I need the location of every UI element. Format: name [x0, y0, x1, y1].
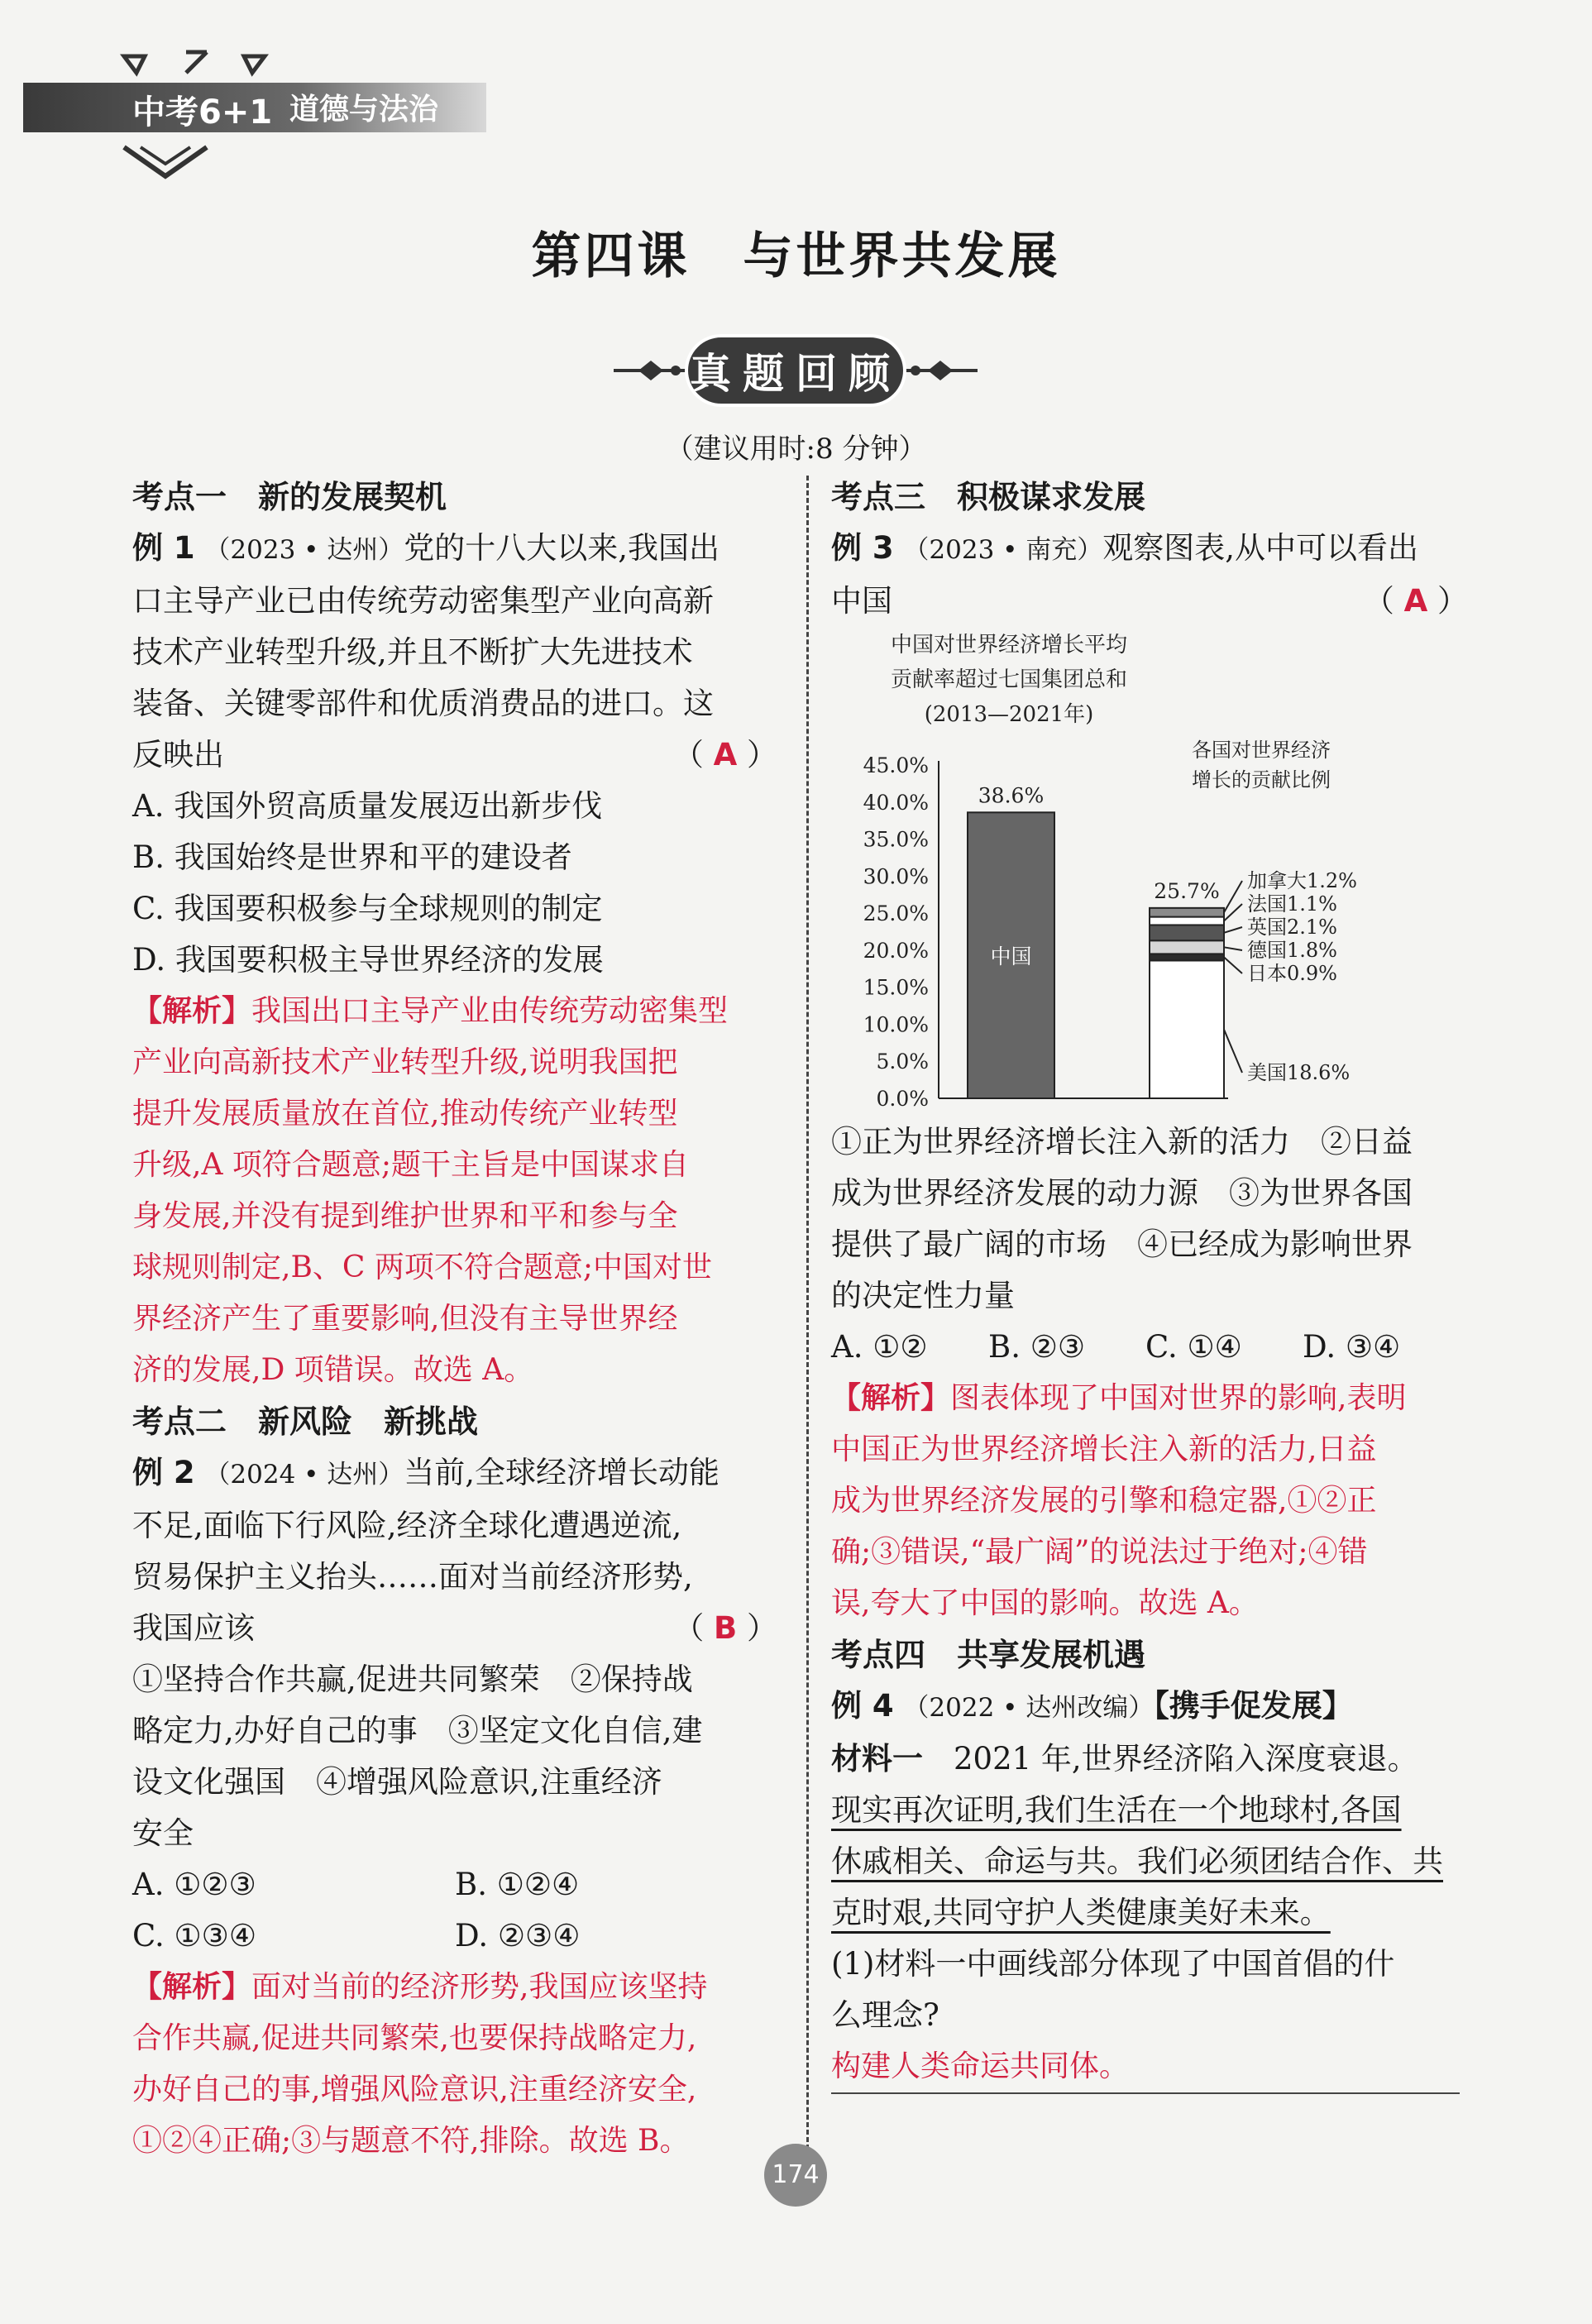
question-line: 不足,面临下行风险,经济全球化遭遇逆流, [132, 1508, 682, 1543]
option: B. ①②④ [455, 1867, 580, 1902]
g7-segment-label: 美国18.6% [1247, 1061, 1351, 1084]
analysis: 【解析】我国出口主导产业由传统劳动密集型 产业向高新技术产业转型升级,说明我国把 提升发展质量放在首位,推动传统产业转型 升级,A 项符合题意;题干主旨是中国谋求自 身发展,并没有提到维护世界和平和参与全 球规则制定,B、C 两项不符合题意;中国对世 界经济产生了重要影响,但没有主导世界经 济的发展,D 项错误。故选 A。 [132, 994, 729, 1387]
statement-line: 成为世界经济发展的动力源 ③为世界各国 [831, 1175, 1413, 1211]
bar-china-value: 38.6% [978, 783, 1045, 808]
question-line: 技术产业转型升级,并且不断扩大先进技术 [132, 634, 693, 670]
lesson-title: 第四课 与世界共发展 [531, 227, 1061, 285]
answer-bracket: （ A ） [672, 737, 777, 772]
option: C. ①③④ [132, 1918, 257, 1953]
option: D. ②③④ [455, 1918, 581, 1953]
option: B. ②③ [988, 1329, 1086, 1365]
question-line: 反映出 （ A ） [132, 729, 777, 781]
chart-title-line: (2013—2021年) [924, 702, 1094, 727]
right-column-lower: ①正为世界经济增长注入新的活力 ②日益 成为世界经济发展的动力源 ③为世界各国 提供了最广阔的市场 ④已经成为影响世界 的决定性力量 A. ①② B. ②③ C. ①④ D. ③④ 【解析】图表体现了中国对世界的影响,表明 中国正为世界经济增长注入新的活力,日益 成为世界经济发展的引擎和稳定器,①②正 确;③错误,“最广阔”的说法过于绝对;④错 误,夸大了中国的影响。故选 A。 考点四 共享发展机遇 例 4 （2022 • 达州改编）【携手促发展】 材料一 2021 年,世界经济陷入深度衰退。 现实再次证明,我们生活在一个地球村,各国 休戚相关、命运与共。我们必须团结合作、共 克时艰,共同守护人类健康美好未来。 (1)材料一中画线部分体现了中国首倡的什 么理念? 构建人类命运共同体。 [831, 1117, 1468, 2094]
material-underlined: 休戚相关、命运与共。我们必须团结合作、共 [831, 1843, 1443, 1879]
example-label: 例 2 [132, 1455, 195, 1490]
contribution-chart [831, 629, 1468, 1117]
answer-text: 构建人类命运共同体。 [831, 2041, 1460, 2094]
y-tick-label: 10.0% [863, 1012, 929, 1037]
chart-title-line: 贡献率超过七国集团总和 [890, 667, 1128, 692]
option: A. ①② [831, 1329, 928, 1365]
answer-letter: A [1403, 583, 1428, 619]
statement-line: ①坚持合作共赢,促进共同繁荣 ②保持战 [132, 1662, 693, 1697]
example-label: 例 4 [831, 1688, 894, 1724]
page-number: 174 [764, 2144, 827, 2207]
option: C. ①④ [1145, 1329, 1242, 1365]
section-heading-1: 考点一 新的发展契机 [132, 479, 447, 515]
bar-china-label: 中国 [990, 944, 1032, 969]
analysis-label: 【解析】 [132, 1970, 252, 2004]
statement-line: 安全 [132, 1815, 194, 1851]
analysis: 【解析】面对当前的经济形势,我国应该坚持 合作共赢,促进共同繁荣,也要保持战略定力, 办好自己的事,增强风险意识,注重经济安全, ①②④正确;③与题意不符,排除。故选 B。 [132, 1970, 708, 2158]
left-column [132, 471, 777, 2167]
y-tick-label: 15.0% [863, 975, 929, 1000]
example-source: （2023 • 达州） [204, 535, 404, 565]
g7-segment-日本 [1150, 954, 1224, 960]
statement-line: ①正为世界经济增长注入新的活力 ②日益 [831, 1124, 1413, 1160]
example-2: 例 2 （2024 • 达州）当前,全球经济增长动能 不足,面临下行风险,经济全球化遭遇逆流, 贸易保护主义抬头……面对当前经济形势, 我国应该 （ B ） ①坚持合作共赢,促进共同繁荣 ②保持战 略定力,办好自己的事 ③坚定文化自信,建 设文化强国 ④增强风险意识,注重经济 安全 A. ①②③ B. ①②④ C. ①③④ D. ②③④ 【解析】面对当前的经济形势,我国应该坚持 合作共赢,促进共同繁荣,也要保持战略定力, 办好自己的事,增强风险意识,注重经济安全, ①②④正确;③与题意不符,排除。故选 B。 [132, 1447, 777, 2167]
chart-subtitle-line: 各国对世界经济 [1192, 739, 1331, 762]
g7-segment-美国 [1150, 960, 1224, 1098]
analysis-label: 【解析】 [132, 994, 252, 1028]
option: D. 我国要积极主导世界经济的发展 [132, 942, 604, 978]
example-source: （2024 • 达州） [204, 1460, 404, 1490]
option: D. ③④ [1303, 1329, 1401, 1365]
y-tick-label: 20.0% [863, 938, 929, 963]
g7-total-label: 25.7% [1154, 878, 1220, 903]
g7-segment-label: 法国1.1% [1247, 892, 1337, 916]
g7-segment-label: 日本0.9% [1247, 962, 1337, 985]
statement-line: 略定力,办好自己的事 ③坚定文化自信,建 [132, 1713, 703, 1748]
section-heading-4: 考点四 共享发展机遇 [831, 1637, 1146, 1673]
book-name: 中考6+1 [132, 93, 273, 132]
example-label: 例 1 [132, 530, 195, 566]
g7-leader-line [1224, 957, 1242, 973]
example-tag: 【携手促发展】 [1154, 1688, 1353, 1724]
chart-subtitle-line: 增长的贡献比例 [1192, 768, 1331, 791]
g7-leader-line [1224, 881, 1242, 912]
g7-leader-line [1224, 927, 1242, 933]
question-line: 贸易保护主义抬头……面对当前经济形势, [132, 1559, 693, 1595]
material-label: 材料一 [831, 1741, 923, 1776]
answer-bracket: （ A ） [1363, 583, 1468, 619]
g7-segment-label: 加拿大1.2% [1247, 869, 1357, 892]
example-label: 例 3 [831, 530, 894, 566]
statement-line: 提供了最广阔的市场 ④已经成为影响世界 [831, 1227, 1413, 1262]
right-column: 考点三 积极谋求发展 例 3 （2023 • 南充）观察图表,从中可以看出 中国 （ A ） [831, 471, 1468, 627]
answer-letter: B [714, 1610, 738, 1646]
section-heading-3: 考点三 积极谋求发展 [831, 479, 1146, 515]
option: A. ①②③ [132, 1867, 256, 1902]
subject-name: 道德与法治 [289, 93, 439, 127]
statement-line: 的决定性力量 [831, 1278, 1015, 1313]
option: A. 我国外贸高质量发展迈出新步伐 [132, 788, 603, 824]
banner-title: 真题回顾 [690, 350, 901, 398]
answer-letter: A [713, 737, 738, 772]
g7-segment-加拿大 [1150, 908, 1224, 917]
analysis-label: 【解析】 [831, 1381, 951, 1415]
y-tick-label: 0.0% [876, 1087, 929, 1111]
statement-line: 设文化强国 ④增强风险意识,注重经济 [132, 1764, 662, 1800]
example-source: （2022 • 达州改编） [903, 1693, 1155, 1723]
example-source: （2023 • 南充） [903, 535, 1103, 565]
material-underlined: 现实再次证明,我们生活在一个地球村,各国 [831, 1792, 1402, 1828]
g7-segment-英国 [1150, 925, 1224, 940]
y-tick-label: 25.0% [863, 901, 929, 926]
question-line: 口主导产业已由传统劳动密集型产业向高新 [132, 583, 714, 619]
chart-title-line: 中国对世界经济增长平均 [890, 633, 1128, 658]
g7-leader-line [1224, 947, 1242, 950]
g7-segment-label: 德国1.8% [1247, 939, 1337, 962]
example-1-line: 例 1 （2023 • 达州）党的十八大以来,我国出 [132, 530, 720, 566]
column-divider [806, 476, 809, 2179]
section-heading-2: 考点二 新风险 新挑战 [132, 1403, 479, 1440]
g7-segment-label: 英国2.1% [1247, 916, 1337, 939]
question-line: 装备、关键零部件和优质消费品的进口。这 [132, 686, 714, 721]
example-1 [132, 523, 777, 1396]
question-line: (1)材料一中画线部分体现了中国首倡的什 [831, 1946, 1395, 1982]
y-tick-label: 40.0% [863, 790, 929, 815]
option: B. 我国始终是世界和平的建设者 [132, 839, 572, 875]
y-tick-label: 35.0% [863, 827, 929, 852]
g7-segment-法国 [1150, 917, 1224, 925]
question-line: 么理念? [831, 1997, 939, 2033]
y-tick-label: 45.0% [863, 753, 929, 777]
g7-leader-line [1224, 1030, 1242, 1073]
y-tick-label: 30.0% [863, 864, 929, 889]
g7-segment-德国 [1150, 940, 1224, 954]
y-tick-label: 5.0% [876, 1050, 929, 1074]
answer-bracket: （ B ） [673, 1610, 777, 1646]
question-line: 我国应该 （ B ） [132, 1603, 777, 1654]
analysis: 【解析】图表体现了中国对世界的影响,表明 中国正为世界经济增长注入新的活力,日益 成为世界经济发展的引擎和稳定器,①②正 确;③错误,“最广阔”的说法过于绝对;④错 误,夸大了中国的影响。故选 A。 [831, 1381, 1407, 1620]
option: C. 我国要积极参与全球规则的制定 [132, 891, 603, 926]
material-underlined: 克时艰,共同守护人类健康美好未来。 [831, 1895, 1331, 1930]
suggested-time: （建议用时:8 分钟） [665, 433, 927, 466]
